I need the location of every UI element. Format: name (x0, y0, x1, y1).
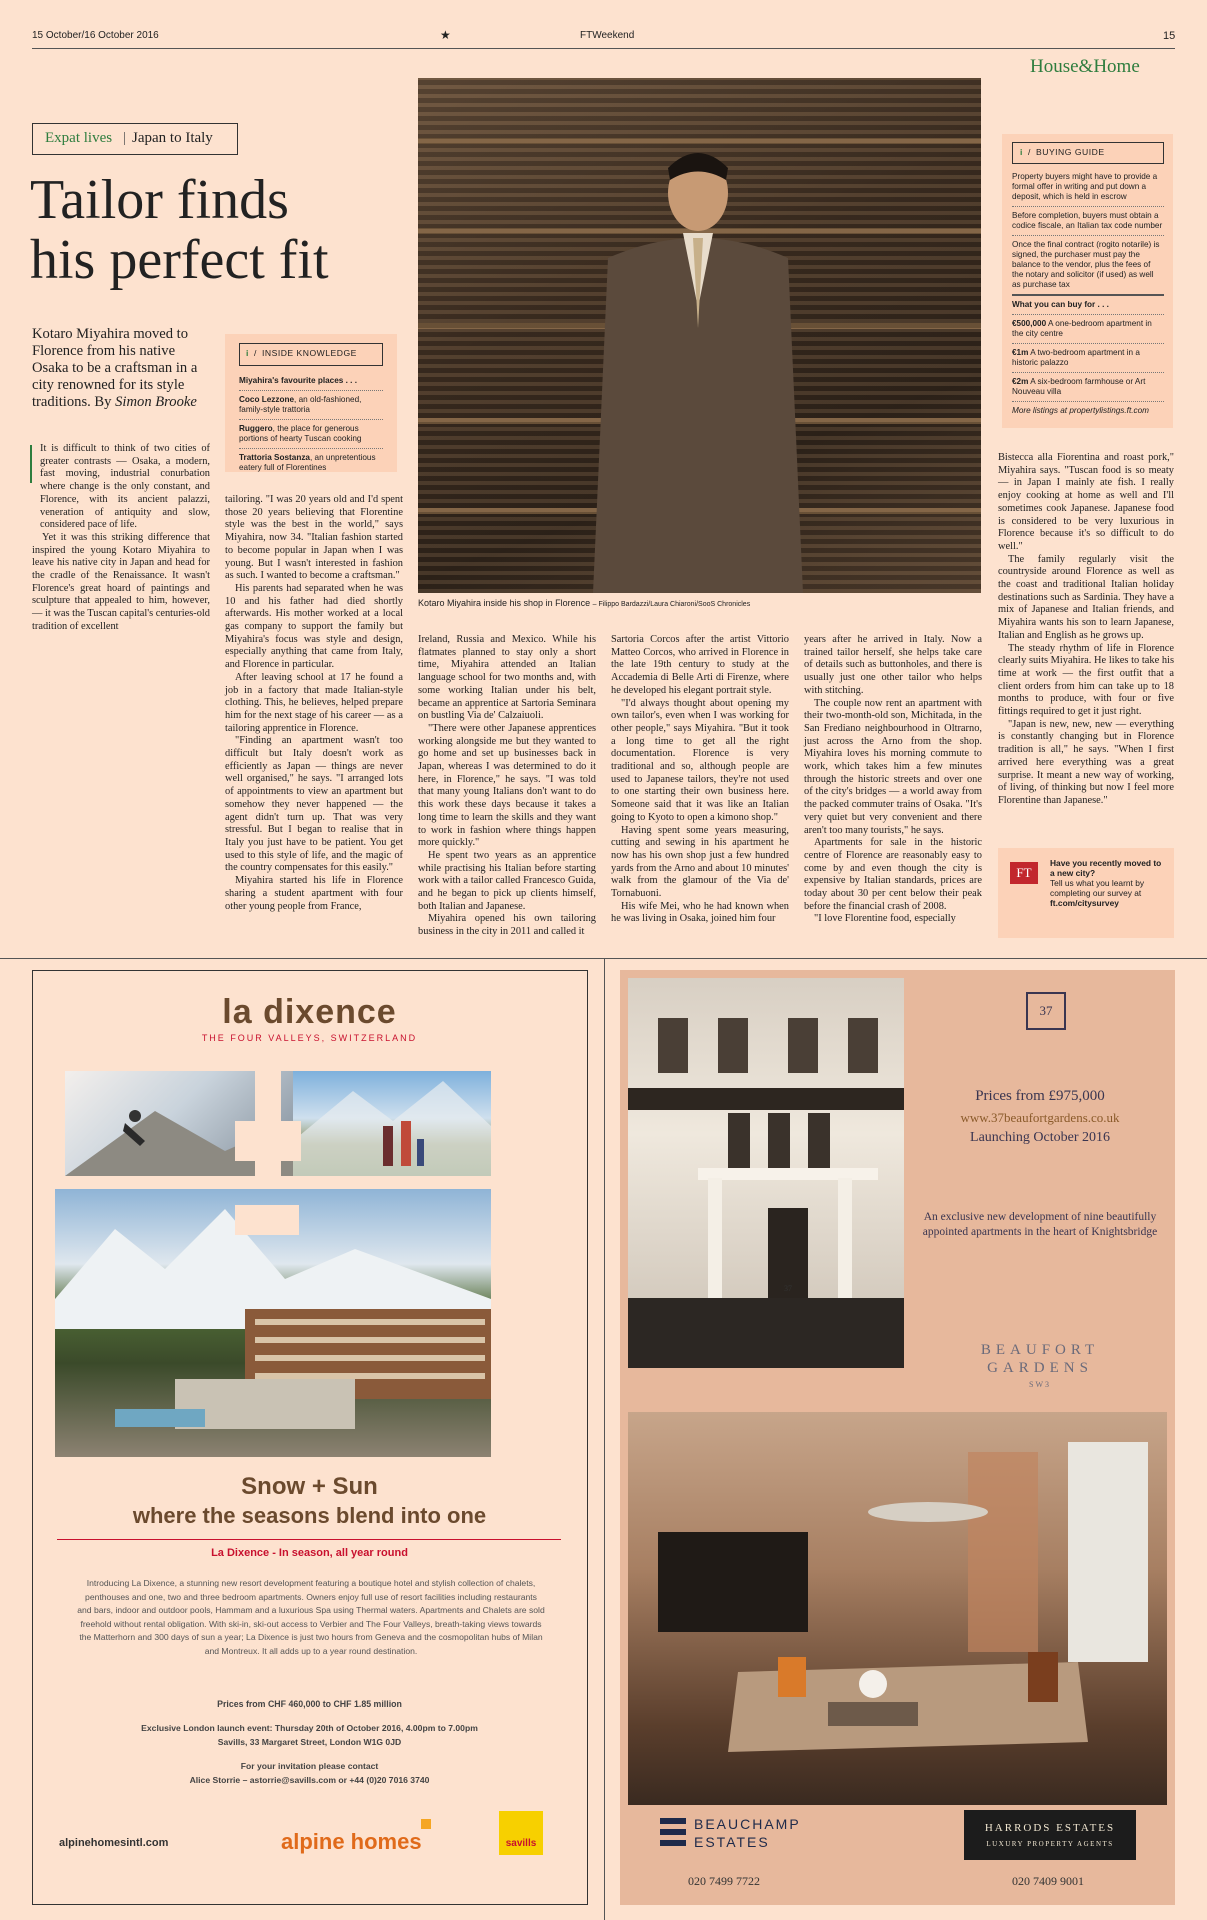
inside-knowledge-heading: Miyahira's favourite places . . . (239, 372, 383, 391)
paragraph: "Japan is new, new, new — everything is constantly changing but in Florence tradition is all," he says. "When I first arrived here everything was a great surprise. It meant a new way of working, of living, of thinking but now I feel more Florentine than Japanese." (998, 718, 1174, 806)
survey-box (998, 848, 1174, 938)
dixence-body: Introducing La Dixence, a stunning new resort development featuring a boutique hotel and stylish collection of chalets, penthouses and one, two and three bedroom apartments. Owners enjoy full use of resort facilities including restaurants and bars, indoor and outdoor pools, Hammam and a luxurious Spa using Thermal waters. Apartments and Chalets are sold freehold without rental obligation. With ski-in, ski-out access to Verbier and The Four Valleys, breath-taking views towards the Matterhorn and 300 days of sun a year; La Dixence is just two hours from Geneva and the cosmopolitan hubs of Milan and Montreux. It all adds up to a year round destination. (77, 1578, 545, 1656)
paragraph: "I love Florentine food, especially (814, 913, 956, 925)
rubric-separator: | (123, 130, 127, 146)
dixence-venue: Savills, 33 Margaret Street, London W1G 0JD (217, 1737, 402, 1747)
paragraph: The family regularly visit the countryside around Florence as well as the coast and traditional Italian holiday destinations such as Sardinia. They have a mix of Japanese and Italian friends, and Miyahira wants his son to learn Japanese, Italian and English as he grows up. (998, 553, 1174, 641)
ad-divider (604, 958, 605, 1920)
paragraph: Miyahira started his life in Florence sharing a student apartment with four other young people from France, (225, 875, 403, 912)
article-column-1 (32, 443, 210, 634)
dixence-subtitle: THE FOUR VALLEYS, SWITZERLAND (201, 1033, 418, 1043)
beaufort-launch: Launching October 2016 (970, 1130, 1110, 1145)
beauchamp-name-2: ESTATES (694, 1834, 770, 1850)
harrods-estates-logo: HARRODS ESTATES LUXURY PROPERTY AGENTS (964, 1810, 1136, 1860)
dixence-contact: Alice Storrie – astorrie@savills.com or +44 (0)20 7016 3740 (189, 1775, 430, 1785)
star-icon: ★ (440, 28, 451, 42)
list-item: Before completion, buyers must obtain a codice fiscale, an Italian tax code number (1012, 207, 1164, 236)
beaufort-description: An exclusive new development of nine beautifully appointed apartments in the heart of Knightsbridge (922, 1211, 1158, 1238)
paragraph: Miyahira opened his own tailoring business in the city in 2011 and called it (418, 913, 596, 938)
survey-text: Have you recently moved to a new city? Tell us what you learnt by completing our survey at ft.com/citysurvey (1050, 858, 1168, 908)
dixence-headline-2: where the seasons blend into one (132, 1503, 487, 1528)
plus-sign-vertical (255, 1071, 281, 1176)
buying-guide-list (1012, 168, 1164, 420)
dixence-headline-1: Snow + Sun (241, 1473, 378, 1500)
paper-name: FTWeekend (580, 30, 635, 41)
article-column-4 (611, 634, 789, 926)
tailor-figure (548, 108, 848, 593)
headline (30, 170, 329, 290)
paragraph: Having spent some years measuring, cutting and sewing in his apartment he now has his own shop just a few hundred yards from the Arno and about 10 minutes' walk from the glamour of the Via de' Tornabuoni. (611, 824, 789, 900)
inside-knowledge-box (225, 334, 397, 472)
list-item: Once the final contract (rogito notarile) is signed, the purchaser must pay the balance to the vendor, plus the fees of the notary and solicitor (if used) as well as purchase tax (1012, 236, 1164, 296)
inside-knowledge-label: i / INSIDE KNOWLEDGE (239, 343, 383, 366)
beaufort-brand-1: BEAUFORT (980, 1342, 1100, 1358)
rubric-box (32, 123, 238, 155)
paragraph: He spent two years as an apprentice while practising his Italian before starting work with a tailor called Francesco Guida, and he began to pick up clients himself, both Italian and Japanese. (418, 849, 596, 912)
inside-knowledge-title: INSIDE KNOWLEDGE (262, 348, 357, 358)
living-room-image (628, 1412, 1167, 1805)
section-title: House&Home (1030, 56, 1140, 77)
buying-guide-title: BUYING GUIDE (1036, 147, 1105, 157)
article-column-3 (418, 634, 596, 939)
alpine-homes-logo: alpine homes (281, 1829, 422, 1854)
list-item: €1m A two-bedroom apartment in a historic palazzo (1012, 344, 1164, 373)
photo-credit: – Filippo Bardazzi/Laura Chiaroni/SooS Chronicles (592, 601, 751, 608)
beaufort-emblem: 37 (1026, 992, 1066, 1030)
list-item: Ruggero, the place for generous portions of hearty Tuscan cooking (239, 420, 383, 449)
beaufort-brand-2: GARDENS (987, 1360, 1093, 1376)
dixence-event: Exclusive London launch event: Thursday 20th of October 2016, 4.00pm to 7.00pm (141, 1723, 478, 1733)
article-column-2 (225, 494, 403, 913)
headline-line-2: his perfect fit (30, 229, 329, 291)
paragraph: His wife Mei, who he had known when he was living in Osaka, joined him four (611, 900, 789, 925)
dropcap-bar (30, 445, 32, 483)
list-item: Trattoria Sostanza, an unpretentious eatery full of Florentines (239, 453, 376, 472)
savills-logo: savills (499, 1811, 543, 1855)
beaufort-url-link[interactable]: www.37beaufortgardens.co.uk (960, 1110, 1120, 1125)
paragraph: Bistecca alla Fiorentina and roast pork," Miyahira says. "Tuscan food is so meaty — in Japan I mainly ate fish. I really enjoy cooking at home as well and I'll sometimes cook Japanese. Japanese food is considered to be very luxurious in Florence because it's so difficult to do well." (998, 452, 1174, 552)
paragraph: Yet it was this striking difference that inspired the young Kotaro Miyahira to leave his native city in Japan and head for the cradle of the Renaissance. It wasn't Florence's great hoard of paintings and sculpture that appealed to him, however, — it was the Tuscan capital's centuries-old tradition of excellent (32, 531, 210, 632)
list-item: €2m A six-bedroom farmhouse or Art Nouveau villa (1012, 373, 1164, 402)
paragraph: The couple now rent an apartment with their two-month-old son, Michitada, in the San Frediano neighbourhood in Oltrarno, just across the Arno from the shop. Miyahira loves his morning commute to work, which takes him a few minutes through the historic streets and over one of the city's bridges — a world away from the packed commuter trains of Osaka. "It's very quiet but very convenient and there aren't too many tourists," he says. (804, 697, 982, 836)
rubric-topic: Japan to Italy (132, 130, 213, 146)
list-item: Property buyers might have to provide a formal offer in writing and put down a deposit, which is held in escrow (1012, 168, 1164, 207)
ft-logo: FT (1010, 862, 1038, 884)
dixence-rule (57, 1539, 561, 1540)
standfirst: Kotaro Miyahira moved to Florence from his native Osaka to be a craftsman in a city renowned for its style traditions. By Simon Brooke (32, 326, 198, 410)
byline: Simon Brooke (115, 394, 197, 410)
minus-sign (235, 1205, 299, 1235)
paragraph: "There were other Japanese apprentices working alongside me but they wanted to go home and set up businesses back in Japan, whereas I was determined to do it here, in Florence," he says. "I was told that many young Italians don't want to do this work these days because it takes a long time to learn the skills and they want to work in fashion where things happen more quickly." (418, 722, 596, 849)
townhouse-facade-image (628, 978, 904, 1368)
paragraph: His parents had separated when he was 10 and his father had died shortly afterwards. His mother worked at a local gas company to support the family but Miyahira's focus was style and design, especially anything that came from Italy, and Florence in particular. (225, 582, 403, 671)
info-icon: i (246, 348, 249, 358)
rubric-series: Expat lives (45, 130, 113, 146)
paragraph: After leaving school at 17 he found a job in a factory that made Italian-style clothing. This, he believes, helped prepare him for the next stage of his career — as a tailoring apprentice in Florence. (225, 671, 403, 734)
beaufort-brand-3: SW3 (1029, 1380, 1051, 1389)
dixence-invite: For your invitation please contact (240, 1761, 379, 1771)
dixence-brand: la dixence (222, 993, 397, 1031)
beauchamp-name-1: BEAUCHAMP (694, 1816, 801, 1832)
beaufort-gardens-ad[interactable] (620, 970, 1175, 1905)
more-listings-link[interactable]: More listings at propertylistings.ft.com (1012, 406, 1149, 415)
la-dixence-ad[interactable] (32, 970, 588, 1905)
survey-link[interactable]: ft.com/citysurvey (1050, 898, 1119, 908)
dixence-tagline: La Dixence - In season, all year round (211, 1547, 408, 1559)
paragraph: Apartments for sale in the historic centre of Florence are reasonably easy to come by and even though the city is expensive by Italian standards, prices are today about 30 per cent below their peak before the financial crash of 2008. (804, 837, 982, 912)
paragraph: Sartoria Corcos after the artist Vittorio Matteo Corcos, who arrived in Florence in the late 19th century to study at the Accademia di Belle Arti di Firenze, where he developed his elegant portrait style. (611, 634, 789, 696)
photo-caption-line (418, 598, 750, 608)
buying-guide-label: i / BUYING GUIDE (1012, 142, 1164, 164)
paragraph: Ireland, Russia and Mexico. While his flatmates planned to stay only a short time, Miyahira attended an Italian language school for two months and, with some working Italian under his belt, became an apprentice at Sartoria Seminara on bustling Via de' Calzaiuoli. (418, 634, 596, 722)
photo-caption: Kotaro Miyahira inside his shop in Florence (418, 598, 591, 608)
info-icon: i (1020, 147, 1023, 157)
buy-heading: What you can buy for . . . (1012, 296, 1164, 315)
inside-knowledge-list (239, 372, 383, 477)
headline-line-1: Tailor finds (30, 169, 289, 231)
paragraph: "I'd always thought about opening my own tailor's, even when I was working for other people," says Miyahira. "But it took a long time to get all the right documentation. Florence is very traditional and so, although people are used to Japanese tailors, they're not used to one starting their own business here. Someone said that it was like an Italian going to Kyoto to open a kimono shop." (611, 697, 789, 823)
paragraph: The steady rhythm of life in Florence clearly suits Miyahira. He likes to take his time at work — the first outfit that a client orders from him can take up to 18 months to produce, with four or five fittings required to get it just right. (998, 642, 1174, 718)
paragraph: "Finding an apartment wasn't too difficult but Italy doesn't work as efficiently as Japan — things are never well organised," he says. "I arranged lots of appointments to view an apartment but somehow they never happened — the agent didn't turn up. That was very stressful. But I began to realise that in Italy you just have to be patient. You get used to this style of life, and the magic of the country compensates for this easily." (225, 735, 403, 874)
beauchamp-logo-icon (660, 1818, 686, 1850)
dixence-prices: Prices from CHF 460,000 to CHF 1.85 million (217, 1699, 402, 1709)
beauchamp-phone: 020 7499 7722 (688, 1874, 760, 1888)
family-hiking-image (293, 1071, 491, 1176)
article-column-5 (804, 634, 982, 926)
page-number: 15 (1163, 30, 1176, 42)
tailor-photo (418, 78, 981, 593)
alpine-homes-plus-icon (421, 1819, 431, 1829)
harrods-phone: 020 7409 9001 (1012, 1874, 1084, 1888)
header-rule (32, 48, 1175, 49)
issue-date: 15 October/16 October 2016 (32, 30, 159, 41)
article-column-6 (998, 452, 1174, 808)
buying-guide-box (1002, 134, 1173, 428)
list-item: Coco Lezzone, an old-fashioned, family-style trattoria (239, 391, 383, 420)
beaufort-price: Prices from £975,000 (975, 1088, 1105, 1104)
door-number: 37 (784, 1284, 792, 1293)
paragraph: tailoring. "I was 20 years old and I'd spent those 20 years believing that Florentine style was the best in the world," says Miyahira, now 34. "Italian fashion started to become popular in Japan when I was young. But I wasn't interested in fashion as such. I wanted to become a craftsman." (225, 494, 403, 582)
paragraph: years after he arrived in Italy. Now a trained tailor herself, she helps take care of details such as buttonholes, and there is usually just one other tailor who helps with stitching. (804, 634, 982, 696)
list-item: €500,000 A one-bedroom apartment in the city centre (1012, 315, 1164, 344)
alpinehomes-site-link[interactable]: alpinehomesintl.com (59, 1837, 169, 1849)
paragraph: It is difficult to think of two cities of greater contrasts — Osaka, a modern, fast moving, industrial conurbation where change is the only constant, and Florence, with its ancient palazzi, veneration of antiquity and slow, considered pace of life. (40, 443, 210, 531)
